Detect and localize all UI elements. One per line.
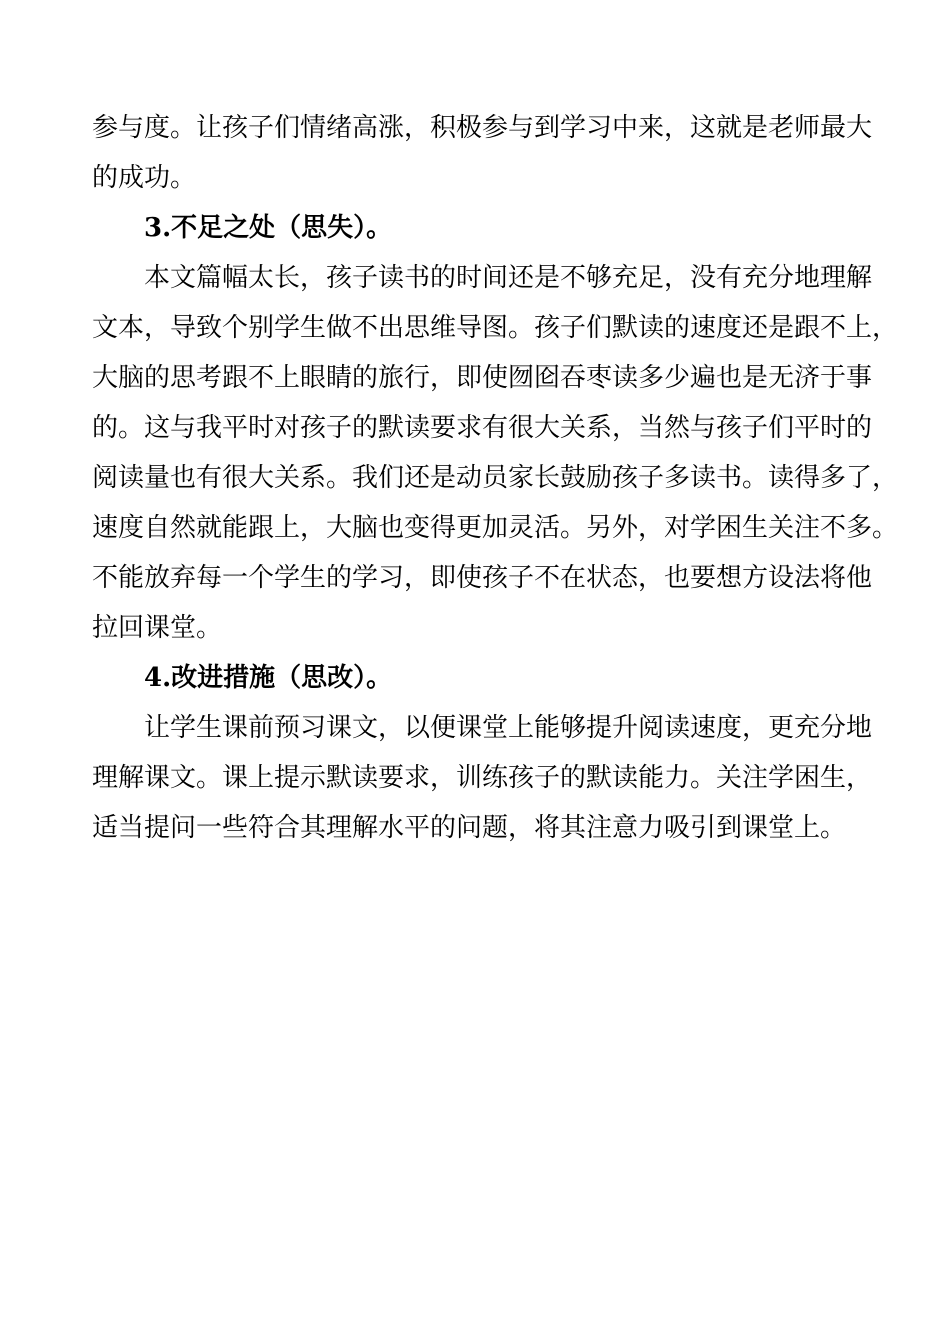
text-line: 大脑的思考跟不上眼睛的旅行，即使囫囵吞枣读多少遍也是无济于事	[92, 363, 873, 393]
text-line: 适当提问一些符合其理解水平的问题，将其注意力吸引到课堂上。	[92, 813, 847, 843]
text-line: 文本，导致个别学生做不出思维导图。孩子们默读的速度还是跟不上，	[92, 313, 899, 343]
text-line: 本文篇幅太长，孩子读书的时间还是不够充足，没有充分地理解	[144, 263, 873, 293]
text-line: 的成功。	[92, 163, 197, 193]
section-heading: 4.改进措施（思改）。	[144, 663, 393, 693]
text-line: 的。这与我平时对孩子的默读要求有很大关系，当然与孩子们平时的	[92, 413, 873, 443]
section-heading: 3.不足之处（思失）。	[144, 213, 393, 243]
text-line: 阅读量也有很大关系。我们还是动员家长鼓励孩子多读书。读得多了，	[92, 463, 899, 493]
text-line: 参与度。让孩子们情绪高涨，积极参与到学习中来，这就是老师最大	[92, 113, 873, 143]
text-line: 速度自然就能跟上，大脑也变得更加灵活。另外，对学困生关注不多。	[92, 513, 899, 543]
text-line: 拉回课堂。	[92, 613, 223, 643]
document-body	[92, 103, 899, 853]
text-line: 不能放弃每一个学生的学习，即使孩子不在状态，也要想方设法将他	[92, 563, 873, 593]
text-line: 理解课文。课上提示默读要求，训练孩子的默读能力。关注学困生，	[92, 763, 873, 793]
text-line: 让学生课前预习课文，以便课堂上能够提升阅读速度，更充分地	[144, 713, 873, 743]
